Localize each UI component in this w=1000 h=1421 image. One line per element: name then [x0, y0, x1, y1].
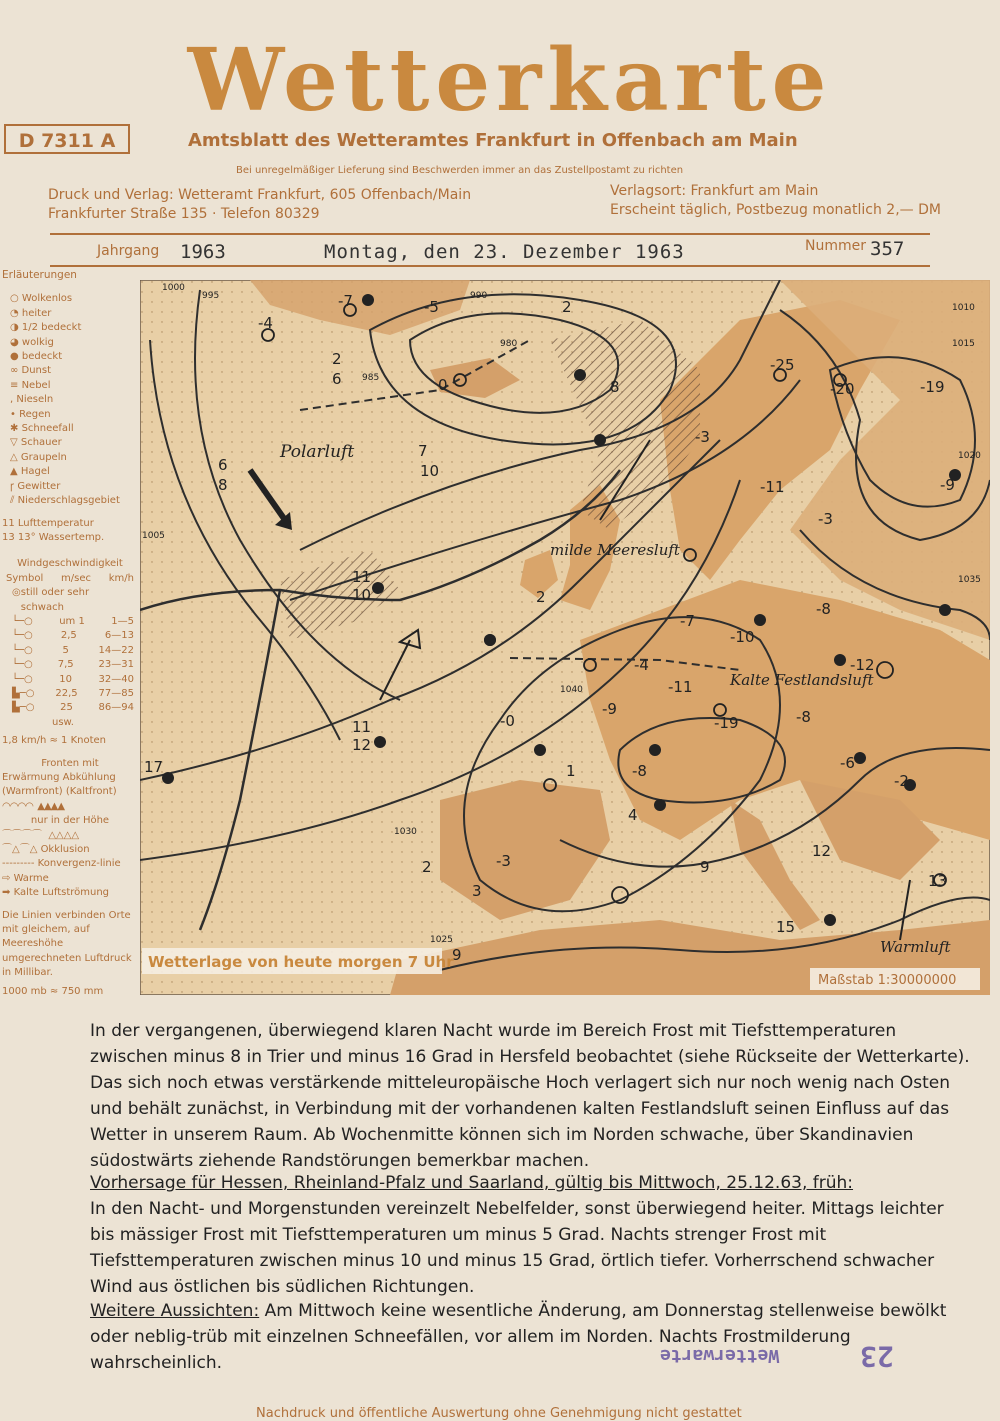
forecast-block [90, 1170, 970, 1300]
legend-item: ◔ heiter [10, 307, 52, 319]
shower-icon: ▽ [10, 437, 21, 449]
rain-icon: • [10, 408, 20, 420]
isobar-label: 1000 [162, 283, 185, 293]
temp-reading: -19 [714, 714, 739, 732]
isobar-label: 1005 [142, 531, 165, 541]
cold-aloft-icon: △△△△ [48, 829, 80, 841]
document-code: D 7311 A [4, 124, 130, 154]
legend-item: ✱ Schneefall [10, 423, 74, 435]
legend-item: ◕ wolkig [10, 336, 54, 348]
temp-reading: -11 [668, 678, 693, 696]
isobar-label: 1015 [952, 339, 975, 349]
temp-reading: 15 [776, 918, 796, 936]
cold-flow-row: ➡ Kalte Luftströmung [2, 887, 110, 899]
nummer-label: Nummer [805, 238, 866, 254]
temp-reading: 10 [420, 462, 440, 480]
isobar-label: 1030 [394, 827, 417, 837]
map-caption: Wetterlage von heute morgen 7 Uhr [148, 953, 454, 971]
occlusion-row: ⌒△⌒△ Okklusion [2, 844, 90, 856]
legend-item: , Nieseln [10, 394, 54, 406]
edition-date: Montag, den 23. Dezember 1963 [324, 241, 685, 263]
weather-map [140, 280, 990, 995]
wind-row: └─○ 10 32—40 [12, 673, 134, 685]
legend-air-temp: 11 Lufttemperatur [2, 517, 94, 529]
outlook-block [90, 1298, 970, 1376]
occlusion-icon: ⌒△⌒△ [2, 844, 41, 856]
temp-reading: 13 [928, 872, 948, 890]
legend-item: △ Graupeln [10, 451, 67, 463]
temp-reading: 2 [422, 858, 432, 876]
isobar-label: 985 [362, 373, 380, 383]
cold-arrow-icon: ➡ [2, 887, 14, 899]
knot-conversion: 1,8 km/h ≈ 1 Knoten [2, 735, 107, 747]
isobar-label: 1025 [430, 935, 453, 945]
warm-arrow-icon: ⇨ [2, 872, 14, 884]
delivery-notice: Bei unregelmäßiger Lieferung sind Beschwerden immer an das Zustellpostamt zu richten [236, 165, 684, 176]
temp-reading: -8 [632, 762, 647, 780]
isobar-label: 990 [470, 291, 488, 301]
temp-reading: -6 [840, 754, 855, 772]
temp-reading: 0 [438, 376, 448, 394]
wind-row: └─○ 7,5 23—31 [12, 659, 134, 671]
temp-reading: -3 [496, 852, 511, 870]
header-rule-top [50, 233, 930, 235]
synopsis-paragraph: In der vergangenen, überwiegend klaren Nacht wurde im Bereich Frost mit Tiefsttemperaturen zwischen minus 8 in Trier und minus 16 Grad in Hersfeld beobachtet (siehe Rückseite der Wetterkarte). Das sich noch etwas verstärkende mitteleuropäische Hoch verlagert sich nur noch wenig nach Osten und behält zunächst, in Verbindung mit der vorhandenen kalten Festlandsluft seinen Einfluss auf das Wetter in unserem Raum. Ab Wochenmitte können sich im Norden schwache, über Skandinavien südostwärts ziehende Randstörungen bemerkbar machen. [90, 1021, 970, 1171]
wind-title: Windgeschwindigkeit [17, 558, 123, 570]
fronts-subtitle-2: (Warmfront) (Kaltfront) [2, 786, 117, 798]
legend-item: ≡ Nebel [10, 379, 51, 391]
isobar-note: Die Linien verbinden Orte mit gleichem, auf Meereshöhe umgerechneten Luftdruck in Millibar. [2, 909, 132, 979]
legend-item: ∞ Dunst [10, 365, 52, 377]
temp-reading: -3 [695, 428, 710, 446]
subscription-line: Erscheint täglich, Postbezug monatlich 2,— DM [610, 202, 941, 218]
fair-icon: ◔ [10, 307, 22, 319]
warm-front-icon: ◠◠◠◠ [2, 800, 33, 812]
temp-reading: 6 [218, 456, 228, 474]
wind-calm-icon: ◎ [12, 587, 21, 599]
legend-item: ○ Wolkenlos [10, 293, 73, 305]
temp-reading: -4 [258, 314, 273, 332]
overcast-icon: ● [10, 351, 22, 363]
wind-header: Symbol m/sec km/h [6, 572, 134, 584]
warm-aloft-icon: ⌒⌒⌒⌒ [2, 829, 42, 841]
header-rule-bottom [50, 265, 930, 267]
nummer-value: 357 [870, 238, 905, 260]
fog-icon: ≡ [10, 379, 22, 391]
isobar-label: 1020 [958, 451, 981, 461]
fronts-title: Fronten mit [41, 757, 99, 769]
legend-item: ▽ Schauer [10, 437, 62, 449]
jahrgang-label: Jahrgang [97, 243, 160, 259]
publisher-block [48, 186, 471, 224]
legend-item: ▲ Hagel [10, 466, 50, 478]
wind-row: usw. [52, 716, 74, 728]
temp-reading: 8 [610, 378, 620, 396]
temp-reading: 2 [536, 588, 546, 606]
aloft-label: nur in der Höhe [30, 815, 110, 827]
temp-reading: -7 [338, 292, 353, 310]
publisher-address: Frankfurter Straße 135 · Telefon 80329 [48, 206, 320, 222]
isobar-label: 1040 [560, 685, 583, 695]
temp-reading: 12 [812, 842, 832, 860]
footer-notice: Nachdruck und öffentliche Auswertung ohne Genehmigung nicht gestattet [256, 1406, 742, 1421]
jahrgang-value: 1963 [180, 241, 226, 263]
isobar-label: 1010 [952, 303, 975, 313]
temp-reading: 4 [628, 806, 638, 824]
isobar-label: 1035 [958, 575, 981, 585]
forecast-text: In den Nacht- und Morgenstunden vereinzelt Nebelfelder, sonst überwiegend heiter. Mittags leichter bis mässiger Frost mit Tiefsttemperaturen um minus 5 Grad. Nachts strenger Frost mit Tiefsttemperaturen zwischen minus 10 und minus 15 Grad, örtlich tiefer. Vorherrschend schwacher Wind aus östlichen bis südlichen Richtungen. [90, 1199, 944, 1297]
temp-reading: -9 [602, 700, 617, 718]
clear-icon: ○ [10, 293, 22, 305]
temp-reading: -0 [500, 712, 515, 730]
stamp-number: 23 [860, 1340, 894, 1373]
publisher-line: Druck und Verlag: Wetteramt Frankfurt, 605 Offenbach/Main [48, 187, 472, 203]
temp-reading: -2 [894, 772, 909, 790]
isobar-label: 980 [500, 339, 518, 349]
temp-reading: 8 [218, 476, 228, 494]
temp-reading: -10 [730, 628, 755, 646]
temp-reading: -11 [760, 478, 785, 496]
warm-flow-row: ⇨ Warme [2, 872, 49, 884]
temp-reading: 1 [566, 762, 576, 780]
graupel-icon: △ [10, 451, 21, 463]
cold-front-icon: ▲▲▲▲ [37, 800, 65, 812]
temp-reading: -8 [816, 600, 831, 618]
temp-reading: 9 [452, 946, 462, 964]
forecast-heading: Vorhersage für Hessen, Rheinland-Pfalz und Saarland, gültig bis Mittwoch, 25.12.63, früh: [90, 1173, 854, 1193]
snow-icon: ✱ [10, 423, 22, 435]
wind-row: └─○ 5 14—22 [12, 644, 134, 656]
temp-reading: -8 [796, 708, 811, 726]
temp-reading: -7 [680, 612, 695, 630]
stamp-text: Wetterwarte [660, 1345, 780, 1366]
temp-reading: 9 [700, 858, 710, 876]
temp-reading: -5 [424, 298, 439, 316]
legend-item: • Regen [10, 408, 51, 420]
haze-icon: ∞ [10, 365, 22, 377]
wind-row: ◎ still oder sehr schwach [2, 586, 138, 615]
isobar-label: 995 [202, 291, 220, 301]
temp-reading: 2 [332, 350, 342, 368]
airmass-label-polar: Polarluft [280, 442, 355, 462]
legend-item: ⫽ Niederschlagsgebiet [10, 495, 120, 507]
temp-reading: -25 [770, 356, 795, 374]
drizzle-icon: , [10, 394, 17, 406]
outlook-heading: Weitere Aussichten: [90, 1301, 260, 1321]
temp-reading: -20 [830, 380, 855, 398]
aloft-symbols [2, 829, 138, 843]
convergence-icon: --------- [2, 858, 38, 870]
temp-reading: 12 [352, 736, 372, 754]
thunderstorm-icon: ꞅ [10, 480, 18, 492]
pressure-conversion: 1000 mb ≈ 750 mm [2, 985, 104, 997]
front-symbols [2, 800, 138, 814]
legend-item: ◑ 1/2 bedeckt [10, 322, 82, 334]
half-cloud-icon: ◑ [10, 322, 22, 334]
wind-row: ▙─○ 25 86—94 [12, 702, 134, 714]
masthead-subtitle: Amtsblatt des Wetteramtes Frankfurt in Offenbach am Main [188, 130, 798, 151]
temp-reading: 6 [332, 370, 342, 388]
cloudy-icon: ◕ [10, 336, 22, 348]
legend [2, 268, 138, 999]
airmass-label-continental: Kalte Festlandsluft [730, 671, 874, 689]
fronts-subtitle: Erwärmung Abkühlung [2, 772, 116, 783]
legend-symbols [2, 292, 138, 508]
temp-reading: 10 [352, 586, 372, 604]
hail-icon: ▲ [10, 466, 21, 478]
temp-reading: 17 [144, 758, 164, 776]
temp-reading: 2 [562, 298, 572, 316]
temp-reading: 7 [418, 442, 428, 460]
outlook-text: Am Mittwoch keine wesentliche Änderung, am Donnerstag stellenweise bewölkt oder neblig-trüb mit einzelnen Schneefällen, vor allem im Norden. Nachts Frostmilderung wahrscheinlich. [90, 1301, 947, 1373]
temp-reading: 3 [472, 882, 482, 900]
temp-reading: -9 [940, 476, 955, 494]
place-block [610, 182, 941, 220]
airmass-label-warm: Warmluft [880, 938, 951, 956]
temp-reading: -19 [920, 378, 945, 396]
convergence-row: --------- Konvergenz-linie [2, 858, 121, 870]
airmass-label-maritime: milde Meeresluft [550, 541, 680, 559]
legend-title: Erläuterungen [2, 269, 77, 281]
precip-area-icon: ⫽ [10, 495, 18, 507]
wind-row: ▙─○ 22,5 77—85 [12, 687, 134, 699]
legend-item: ꞅ Gewitter [10, 480, 61, 492]
temp-reading: 11 [352, 718, 372, 736]
place-line: Verlagsort: Frankfurt am Main [610, 183, 819, 199]
legend-item: ● bedeckt [10, 351, 63, 363]
temp-reading: -3 [818, 510, 833, 528]
wind-row: └─○ um 1 1—5 [12, 615, 134, 627]
legend-water-temp: 13 13° Wassertemp. [2, 531, 105, 543]
temp-reading: -4 [634, 656, 649, 674]
masthead-title: Wetterkarte [187, 30, 833, 131]
map-scale: Maßstab 1:30000000 [818, 973, 957, 988]
temp-reading: -12 [850, 656, 875, 674]
temp-reading: 11 [352, 568, 372, 586]
wind-row: └─○ 2,5 6—13 [12, 630, 134, 642]
